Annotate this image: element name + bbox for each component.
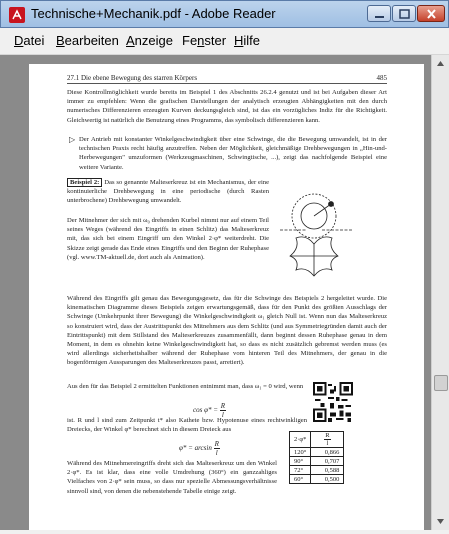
formula-arcsin-numerator: R [214,440,219,448]
ratio-table [289,431,344,484]
table-cell-ratio: 0,500 [311,475,344,484]
formula-cos-denominator: l [221,411,224,419]
menu-datei-accel: D [14,33,24,48]
menu-hilfe-label: ilfe [243,33,261,48]
menu-hilfe-accel: H [234,33,244,48]
close-button[interactable] [417,5,445,22]
arrow-down-icon [433,514,448,529]
table-header-numerator: R [325,432,330,439]
page-header [67,74,387,84]
menubar [0,28,449,55]
formula-arcsin-lhs: φ* = arcsin [179,444,212,453]
table-cell-ratio: 0,866 [311,448,344,457]
menu-hilfe[interactable] [234,33,260,48]
window-titlebar[interactable] [0,0,449,28]
table-row [290,457,344,466]
paragraph-5: ist. R und l sind zum Zeitpunkt t* also Kathete bzw. Hypotenuse eines rechtwinkligen Dreiecks, der Winkel φ* berechnet sich in diesem Dreieck aus [67,417,307,434]
table-cell-angle: 120° [290,448,311,457]
beispiel-text: Das so genannte Malteserkreuz ist ein Mechanismus, der eine kontinuierliche Drehbewegung in eine periodische (durch Rasten unterbrochene) Drehbewegung umwandelt. [67,179,270,205]
formula-cos-numerator: R [220,402,225,410]
close-icon [418,6,446,23]
window-title: Technische+Mechanik.pdf - Adobe Reader [31,6,276,21]
formula-cos-lhs: cos φ* = [193,406,218,415]
table-cell-angle: 60° [290,475,311,484]
table-header-fraction [324,432,330,447]
beispiel-paragraph [67,178,269,206]
scroll-down-button[interactable] [433,514,448,529]
maximize-button[interactable] [392,5,416,22]
minimize-icon [368,6,392,23]
menu-fenster-label: ster [204,33,227,48]
table-cell-angle: 72° [290,466,311,475]
menu-datei-label: atei [23,33,45,48]
menu-bearbeiten-accel: B [56,33,65,48]
paragraph-6: Während des Mitnehmereingriffs dreht sich das Malteserkreuz um den Winkel 2·φ*. Es ist klar, dass eine volle Umdrehung (360°) ein ganzzahliges Vielfaches von 2·φ* sein muss, so dass nur spezielle Abmessungsverhältnisse sinnvoll sind, von denen die nebenstehende Tabelle einige zeigt. [67,460,277,495]
scroll-up-button[interactable] [433,56,448,71]
table-header-denominator: l [326,440,329,447]
table-header-ratio [311,432,344,448]
qr-code-icon [313,382,353,422]
paragraph-2: Der Mitnehmer der sich mit ω₀ drehenden Kurbel nimmt nur auf einem Teil seines Weges (während des Eingriffs in einen Schlitz) das Malteserkreuz mit, das sich bei einem Eingriff um den Winkel 2·φ* weiterdreht. Die Skizze zeigt gerade das Ende eines Eingriffs und den Beginn der Ruhephase (vgl. www.TM-aktuell.de, dort auch als Animation). [67,217,269,261]
maximize-icon [393,6,417,23]
vertical-scrollbar[interactable] [431,55,449,530]
arrow-up-icon [433,56,448,71]
menu-anzeige-label: nzeige [134,33,173,48]
table-header-angle: 2·φ* [290,432,311,448]
table-cell-angle: 90° [290,457,311,466]
page-header-title: 27.1 Die ebene Bewegung des starren Körpers [67,74,198,82]
menu-bearbeiten-label: earbeiten [64,33,119,48]
formula-arcsin-denominator: l [215,449,218,457]
beispiel-label: Beispiel 2: [67,178,102,187]
bullet-paragraph: Der Antrieb mit konstanter Winkelgeschwindigkeit über eine Schwinge, die die Bewegung umwandelt, ist in der technischen Praxis recht häufig anzutreffen. Neben der Möglichkeit, gleichmäßige Drehbewegungen in „Hin-und-Herbewegungen" umzuformen (Werkzeugmaschinen, Schwingtische, ...), zeigt das nachfolgende Beispiel eine weitere Variante. [79,136,387,171]
bullet-arrow-icon: ▷ [69,135,76,144]
menu-bearbeiten[interactable] [56,33,119,48]
table-cell-ratio: 0,588 [311,466,344,475]
formula-arcsin-fraction [214,440,220,457]
adobe-reader-app-icon [9,7,25,23]
paragraph-1: Diese Kontrollmöglichkeit wurde bereits im Beispiel 1 des Abschnitts 26.2.4 genutzt und ist bei Aufgaben dieser Art immer zu empfehlen: Wenn die grafischen Darstellungen der analytisch erzeugten Abhängigkeiten mit den durch numerisches Differenzieren erzeugten Kurven deckungsgleich sind, ist das ein vorzügliches Indiz für die Richtigkeit. Gleichwertig ist natürlich die Benutzung eines Programms, das symbolisch differenzieren kann. [67,89,387,124]
document-viewport[interactable] [0,55,449,530]
table-row [290,466,344,475]
pdf-page [29,64,424,530]
menu-datei[interactable] [14,33,44,48]
table-row [290,448,344,457]
scrollbar-thumb[interactable] [434,375,448,391]
menu-anzeige[interactable] [126,33,173,48]
table-header-row [290,432,344,448]
menu-fenster-accel: n [197,33,205,48]
menu-anzeige-accel: A [126,33,135,48]
paragraph-4: Aus den für das Beispiel 2 ermittelten Funktionen entnimmt man, dass ω₁ = 0 wird, wenn [67,383,304,390]
menu-fenster-pre: Fe [182,33,198,48]
table-cell-ratio: 0,707 [311,457,344,466]
menu-fenster[interactable] [182,33,226,48]
maltese-cross-figure [276,186,356,278]
table-row [290,475,344,484]
minimize-button[interactable] [367,5,391,22]
paragraph-3: Während des Eingriffs gilt genau das Bewegungsgesetz, das für die Schwinge des Beispiels 2 hergeleitet wurde. Die kinematischen Diagramme dieses Beispiels zeigen erwartungsgemäß, dass für den Punkt des größten Ausschlags der Schwinge (Umkehrpunkt ihrer Bewegung) die Winkelgeschwindigkeit ω₁ gleich Null ist. Wenn nun das Malteserkreuz so konstruiert wird, dass der Austrittspunkt des Mitnehmers aus dem Schlitz (und aus Symmetriegründen damit auch der Eintrittspunkt) mit dem Stillstand des Malteserkreuzes zusammenfällt, dann beginnt dessen Ruhephase genau in dem Moment, in dem es ohnehin keine Winkelgeschwindigkeit hat, so dass es nicht zusätzlich gebremst werden muss (es wird allerdings sicherheitshalber während der Ruhephase vom hinteren Teil des Mitnehmers, der genau in die bogenförmigen Aussparungen des Malteserkreuzes passt, arretiert). [67,295,387,367]
formula-arcsin [179,440,220,457]
page-number: 485 [376,74,387,82]
